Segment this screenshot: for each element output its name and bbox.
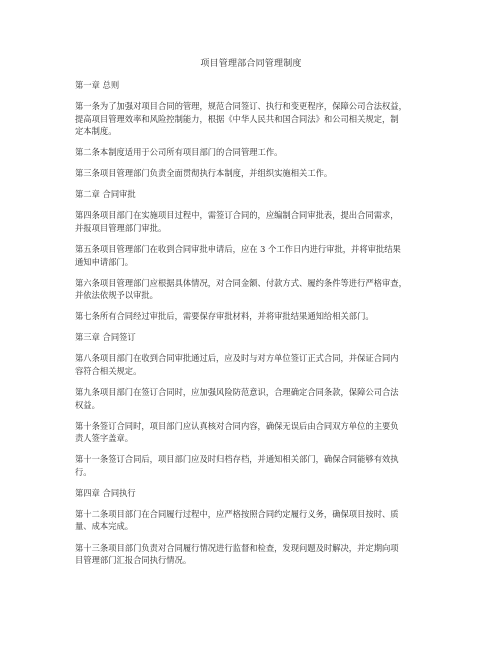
article-paragraph: 第七条所有合同经过审批后，需要保存审批材料，并将审批结果通知给相关部门。 <box>75 311 374 322</box>
document-body <box>75 79 435 575</box>
article-paragraph: 第十条签订合同时，项目部门应认真核对合同内容，确保无误后由合同双方单位的主要负 责人签字盖章。 <box>75 420 399 444</box>
article-paragraph: 第四条项目部门在实施项目过程中，需签订合同的，应编制合同审批表，提出合同需求， 并报项目管理部门审批。 <box>75 210 399 233</box>
article-paragraph: 第三条项目管理部门负责全面贯彻执行本制度，并组织实施相关工作。 <box>75 168 333 179</box>
chapter-heading: 第一章 总则 <box>75 80 120 90</box>
chapter-heading: 第二章 合同审批 <box>75 189 136 200</box>
article-paragraph: 第十二条项目部门在合同履行过程中，应严格按照合同约定履行义务，确保项目按时、质 量、成本完成。 <box>75 508 399 532</box>
chapter-heading: 第三章 合同签订 <box>75 332 136 343</box>
article-paragraph: 第一条为了加强对项目合同的管理，规范合同签订、执行和变更程序，保障公司合法权益， 提高项目管理效率和风险控制能力，根据《中华人民共和国合同法》和公司相关规定，制 定本制度。 <box>75 101 407 137</box>
article-paragraph: 第八条项目部门在收到合同审批通过后，应及时与对方单位签订正式合同，并保证合同内 容符合相关规定。 <box>75 353 399 376</box>
article-paragraph: 第九条项目部门在签订合同时，应加强风险防范意识，合理确定合同条款，保障公司合法 权益。 <box>75 387 399 410</box>
document-title: 项目管理部合同管理制度 <box>200 59 302 69</box>
article-paragraph: 第十三条项目部门负责对合同履行情况进行监督和检查，发现问题及时解决，并定期向项 目管理部门汇报合同执行情况。 <box>75 542 399 565</box>
chapter-heading: 第四章 合同执行 <box>75 487 136 498</box>
article-paragraph: 第六条项目管理部门应根据具体情况，对合同金额、付款方式、履约条件等进行严格审查， 并依法依规予以审批。 <box>75 277 407 301</box>
article-paragraph: 第十一条签订合同后，项目部门应及时归档存档，并通知相关部门，确保合同能够有效执 行。 <box>75 454 399 477</box>
article-paragraph: 第二条本制度适用于公司所有项目部门的合同管理工作。 <box>75 147 283 158</box>
article-paragraph: 第五条项目管理部门在收到合同审批申请后，应在 3 个工作日内进行审批，并将审批结果 通知申请部门。 <box>75 244 401 267</box>
